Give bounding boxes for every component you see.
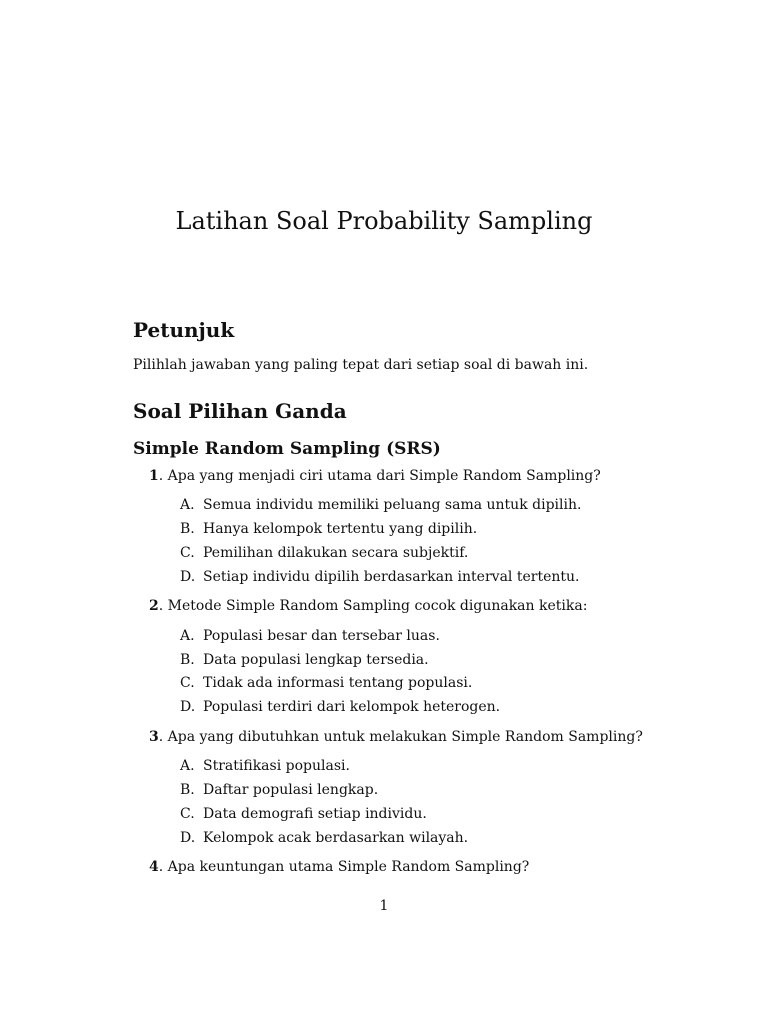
option-letter: D. — [180, 699, 196, 715]
section-heading-petunjuk: Petunjuk — [133, 318, 235, 342]
option-2b — [180, 650, 429, 670]
option-letter: D. — [180, 569, 196, 585]
question-text: . Apa yang dibutuhkan untuk melakukan Simple Random Sampling? — [158, 729, 643, 745]
option-letter: B. — [180, 782, 195, 798]
option-3c — [180, 804, 427, 824]
option-1c — [180, 543, 468, 563]
option-text: Populasi besar dan tersebar luas. — [203, 628, 440, 644]
option-text: Pemilihan dilakukan secara subjektif. — [203, 545, 469, 561]
option-2a — [180, 626, 440, 646]
document-title: Latihan Soal Probability Sampling — [175, 207, 593, 235]
option-2d — [180, 697, 500, 717]
option-3b — [180, 780, 378, 800]
option-text: Kelompok acak berdasarkan wilayah. — [203, 830, 469, 846]
option-2c — [180, 673, 472, 693]
question-3 — [149, 727, 643, 747]
question-1 — [149, 466, 601, 486]
question-text: . Metode Simple Random Sampling cocok digunakan ketika: — [158, 598, 588, 614]
option-1a — [180, 495, 581, 515]
option-text: Tidak ada informasi tentang populasi. — [203, 675, 473, 691]
option-text: Hanya kelompok tertentu yang dipilih. — [203, 521, 478, 537]
option-letter: A. — [180, 628, 195, 644]
question-number: 1 — [149, 468, 159, 484]
option-text: Data populasi lengkap tersedia. — [203, 652, 429, 668]
option-text: Data demografi setiap individu. — [203, 806, 427, 822]
question-number: 3 — [149, 729, 159, 745]
page-number: 1 — [379, 898, 389, 914]
option-letter: A. — [180, 497, 195, 513]
option-1d — [180, 567, 579, 587]
option-text: Semua individu memiliki peluang sama untuk dipilih. — [203, 497, 582, 513]
question-4 — [149, 857, 529, 877]
option-text: Setiap individu dipilih berdasarkan interval tertentu. — [203, 569, 580, 585]
instruction-text: Pilihlah jawaban yang paling tepat dari setiap soal di bawah ini. — [133, 357, 589, 373]
option-text: Daftar populasi lengkap. — [203, 782, 379, 798]
question-number: 4 — [149, 859, 159, 875]
option-letter: B. — [180, 521, 195, 537]
subsection-heading-srs: Simple Random Sampling (SRS) — [133, 439, 441, 459]
option-3d — [180, 828, 468, 848]
option-letter: C. — [180, 675, 195, 691]
option-letter: A. — [180, 758, 195, 774]
option-letter: C. — [180, 806, 195, 822]
question-text: . Apa keuntungan utama Simple Random Sampling? — [158, 859, 530, 875]
option-letter: D. — [180, 830, 196, 846]
question-2 — [149, 596, 587, 616]
option-text: Stratifikasi populasi. — [203, 758, 350, 774]
question-number: 2 — [149, 598, 159, 614]
option-letter: C. — [180, 545, 195, 561]
section-heading-soal: Soal Pilihan Ganda — [133, 399, 347, 423]
option-3a — [180, 756, 350, 776]
option-text: Populasi terdiri dari kelompok heterogen. — [203, 699, 501, 715]
option-1b — [180, 519, 477, 539]
question-text: . Apa yang menjadi ciri utama dari Simple Random Sampling? — [158, 468, 601, 484]
option-letter: B. — [180, 652, 195, 668]
